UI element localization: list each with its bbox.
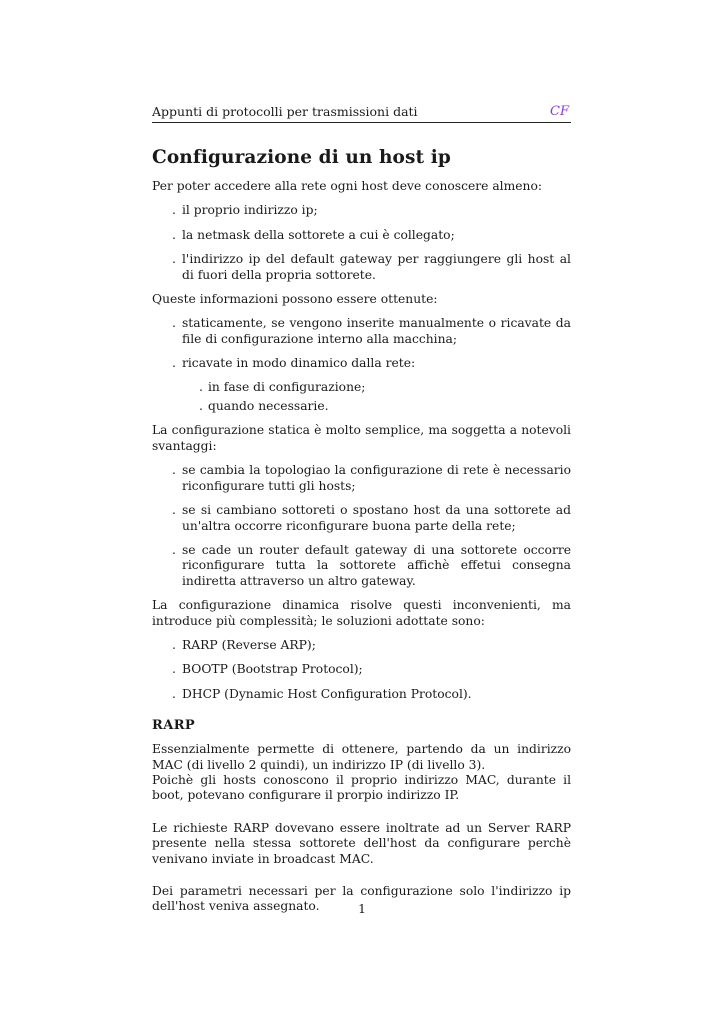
list-item: . il proprio indirizzo ip; (172, 203, 318, 218)
list-item: . in fase di configurazione; (199, 379, 366, 394)
obtain-paragraph: Queste informazioni possono essere ottenute: (152, 292, 438, 307)
bullet-dot: . (199, 379, 203, 394)
bullet-dot: . (172, 227, 176, 242)
bullet-dot: . (172, 542, 176, 557)
bullet-dot: . (172, 662, 176, 677)
rarp-paragraph-2: Le richieste RARP dovevano essere inoltrate ad un Server RARP presente nella stessa sottorete dell'host da configurare perchè venivano inviate in broadcast MAC. (152, 820, 571, 866)
section-title: Configurazione di un host ip (152, 147, 451, 168)
static-paragraph: La configurazione statica è molto semplice, ma soggetta a notevoli svantaggi: (152, 423, 571, 453)
list-item: . RARP (Reverse ARP); (172, 637, 316, 652)
rarp-paragraph-1b: Poichè gli hosts conoscono il proprio indirizzo MAC, durante il boot, potevano configurare il prorpio indirizzo IP. (152, 772, 571, 803)
requirements-list (152, 203, 571, 283)
list-item: . staticamente, se vengono inserite manualmente o ricavate da file di configurazione interno alla macchina; (172, 316, 571, 346)
author-logo: CF (550, 104, 569, 119)
list-item: . BOOTP (Bootstrap Protocol); (172, 662, 363, 677)
rarp-paragraph-1a: Essenzialmente permette di ottenere, partendo da un indirizzo MAC (di livello 2 quindi), un indirizzo IP (di livello 3). (152, 742, 571, 772)
bullet-dot: . (172, 252, 176, 267)
document-page (152, 104, 571, 924)
dynamic-sublist (182, 380, 571, 415)
list-item: . se cade un router default gateway di una sottorete occorre riconfigurare tutta la sottorete affichè effetui consegna indiretta attraverso un altro gateway. (172, 542, 571, 588)
list-item: . l'indirizzo ip del default gateway per raggiungere gli host al di fuori della propria sottorete. (172, 252, 571, 282)
bullet-dot: . (172, 463, 176, 478)
obtain-list (152, 316, 571, 414)
bullet-dot: . (172, 203, 176, 218)
page-number: 1 (358, 902, 366, 916)
list-item: . se cambia la topologiao la configurazione di rete è necessario riconfigurare tutti gli hosts; (172, 463, 571, 493)
list-item: . la netmask della sottorete a cui è collegato; (172, 227, 455, 242)
list-item: . ricavate in modo dinamico dalla rete: . in fase di configurazione; . quando necessarie. (152, 356, 571, 414)
bullet-dot: . (172, 686, 176, 701)
bullet-dot: . (172, 637, 176, 652)
bullet-dot: . (172, 503, 176, 518)
rarp-paragraph-3: Dei parametri necessari per la configurazione solo l'indirizzo ip dell'host veniva assegnato. (152, 884, 571, 914)
bullet-dot: . (199, 399, 203, 414)
intro-paragraph: Per poter accedere alla rete ogni host deve conoscere almeno: (152, 179, 543, 193)
bullet-dot: . (172, 316, 176, 331)
solutions-list (152, 638, 571, 702)
list-item: . quando necessarie. (199, 399, 329, 414)
disadvantages-list (152, 463, 571, 589)
rarp-heading: RARP (152, 718, 196, 734)
dynamic-paragraph: La configurazione dinamica risolve questi inconvenienti, ma introduce più complessità; le soluzioni adottate sono: (152, 598, 571, 628)
bullet-dot: . (172, 356, 176, 371)
running-header (152, 104, 571, 123)
header-title: Appunti di protocolli per trasmissioni dati (152, 104, 418, 119)
list-item: . se si cambiano sottoreti o spostano host da una sottorete ad un'altra occorre riconfigurare buona parte della rete; (172, 503, 571, 533)
list-item: . DHCP (Dynamic Host Configuration Protocol). (172, 686, 472, 701)
